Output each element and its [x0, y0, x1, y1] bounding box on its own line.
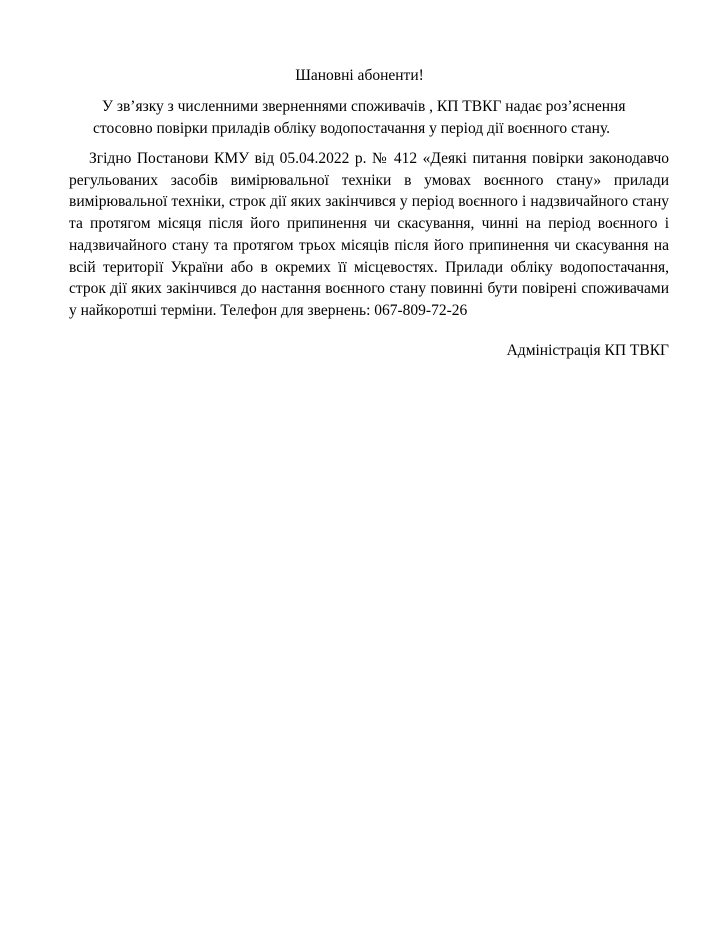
- intro-line-1: У зв’язку з численними зверненнями споживачів , КП ТВКГ надає роз’яснення: [102, 98, 626, 115]
- intro-line-2: стосовно повірки приладів обліку водопостачання у період дії воєнного стану.: [93, 120, 611, 137]
- intro-paragraph: [93, 96, 661, 140]
- greeting-heading: Шановні абоненти!: [295, 67, 424, 84]
- body-paragraph: Згідно Постанови КМУ від 05.04.2022 р. № 412 «Деякі питання повірки законодавчо регульованих засобів вимірювальної техніки в умовах воєнного стану» прилади вимірювальної техніки, строк дії яких закінчився у період воєнного і надзвичайного стану та протягом місяця після його припинення чи скасування, чинні на період воєнного і надзвичайного стану та протягом трьох місяців після його припинення чи скасування на всій території України або в окремих її місцевостях. Прилади обліку водопостачання, строк дії яких закінчився до настання воєнного стану повинні бути повірені споживачами у найкоротші терміни. Телефон для звернень: 067-809-72-26: [69, 150, 669, 319]
- signature: Адміністрація КП ТВКГ: [506, 342, 669, 359]
